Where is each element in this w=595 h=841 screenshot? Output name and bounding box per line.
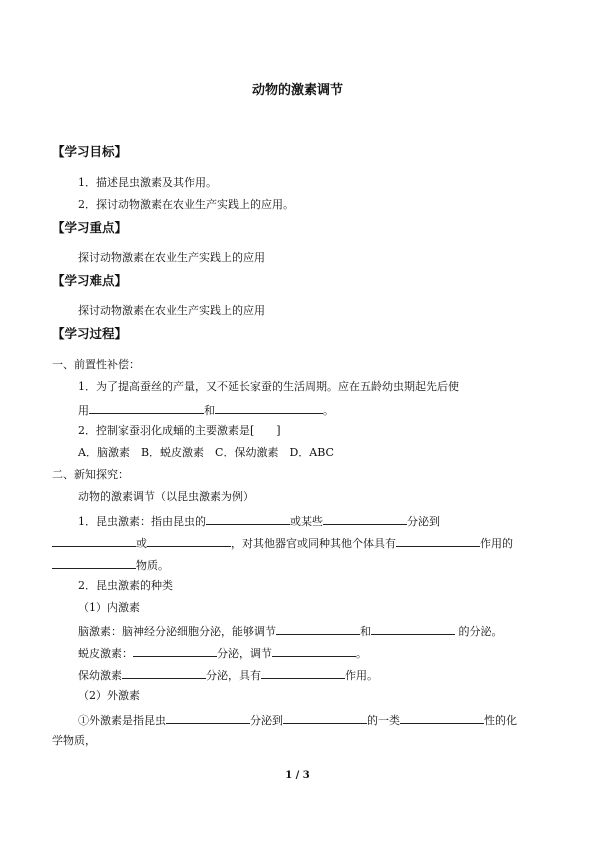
answer-blank[interactable] (323, 513, 407, 525)
difficulty-text: 探讨动物激素在农业生产实践上的应用 (78, 304, 265, 317)
answer-blank[interactable] (272, 645, 356, 657)
external-heading: （2）外激素 (78, 689, 140, 702)
answer-blank[interactable] (371, 623, 455, 635)
types-heading: 2．昆虫激素的种类 (78, 579, 173, 592)
definition-line: 1．昆虫激素：指由昆虫的 或某些 分泌到 (78, 515, 440, 528)
section-key: 【学习重点】 (52, 220, 128, 235)
brain-hormone-line: 脑激素：脑神经分泌细胞分泌，能够调节 和 的分泌。 (78, 625, 503, 638)
definition-line: 物质。 (52, 557, 169, 573)
answer-blank[interactable] (89, 402, 204, 414)
external-definition-line: ①外激素是指昆虫 分泌到 的一类 性的化 (78, 714, 517, 727)
molting-hormone-line: 蜕皮激素： 分泌，调节 。 (78, 647, 367, 660)
goal-item: 1．描述昆虫激素及其作用。 (78, 176, 217, 189)
external-definition-line: 学物质， (52, 734, 96, 747)
answer-blank[interactable] (147, 535, 231, 547)
part2-subheading: 动物的激素调节（以昆虫激素为例） (78, 490, 254, 503)
answer-blank[interactable] (396, 535, 480, 547)
answer-blank[interactable] (283, 712, 367, 724)
question-2: 2．控制家蚕羽化成蛹的主要激素是[ ] (78, 424, 281, 437)
answer-blank[interactable] (215, 402, 323, 414)
question-1-blanks: 用 和 。 (78, 404, 334, 417)
question-1: 1．为了提高蚕丝的产量，又不延长家蚕的生活周期。应在五龄幼虫期起先后使 (78, 380, 459, 393)
definition-line: 或 ，对其他器官或同种其他个体具有 作用的 (52, 535, 513, 551)
answer-blank[interactable] (276, 623, 360, 635)
answer-blank[interactable] (122, 667, 206, 679)
answer-blank[interactable] (133, 645, 217, 657)
page-title: 动物的激素调节 (251, 83, 343, 98)
juvenile-hormone-line: 保幼激素 分泌，具有 作用。 (78, 669, 378, 682)
internal-heading: （1）内激素 (78, 601, 140, 614)
section-goals: 【学习目标】 (52, 144, 128, 159)
part2-heading: 二、新知探究： (52, 468, 129, 481)
key-text: 探讨动物激素在农业生产实践上的应用 (78, 251, 265, 264)
answer-blank[interactable] (52, 557, 136, 569)
answer-blank[interactable] (206, 513, 290, 525)
question-2-options: A．脑激素 B．蜕皮激素 C．保幼激素 D．ABC (78, 446, 334, 459)
section-process: 【学习过程】 (52, 326, 128, 341)
section-difficulty: 【学习难点】 (52, 273, 128, 288)
answer-blank[interactable] (166, 712, 250, 724)
answer-blank[interactable] (261, 667, 345, 679)
part1-heading: 一、前置性补偿： (52, 358, 140, 371)
goal-item: 2．探讨动物激素在农业生产实践上的应用。 (78, 198, 294, 211)
page-number: 1 / 3 (285, 770, 310, 781)
answer-blank[interactable] (52, 535, 136, 547)
answer-blank[interactable] (400, 712, 484, 724)
